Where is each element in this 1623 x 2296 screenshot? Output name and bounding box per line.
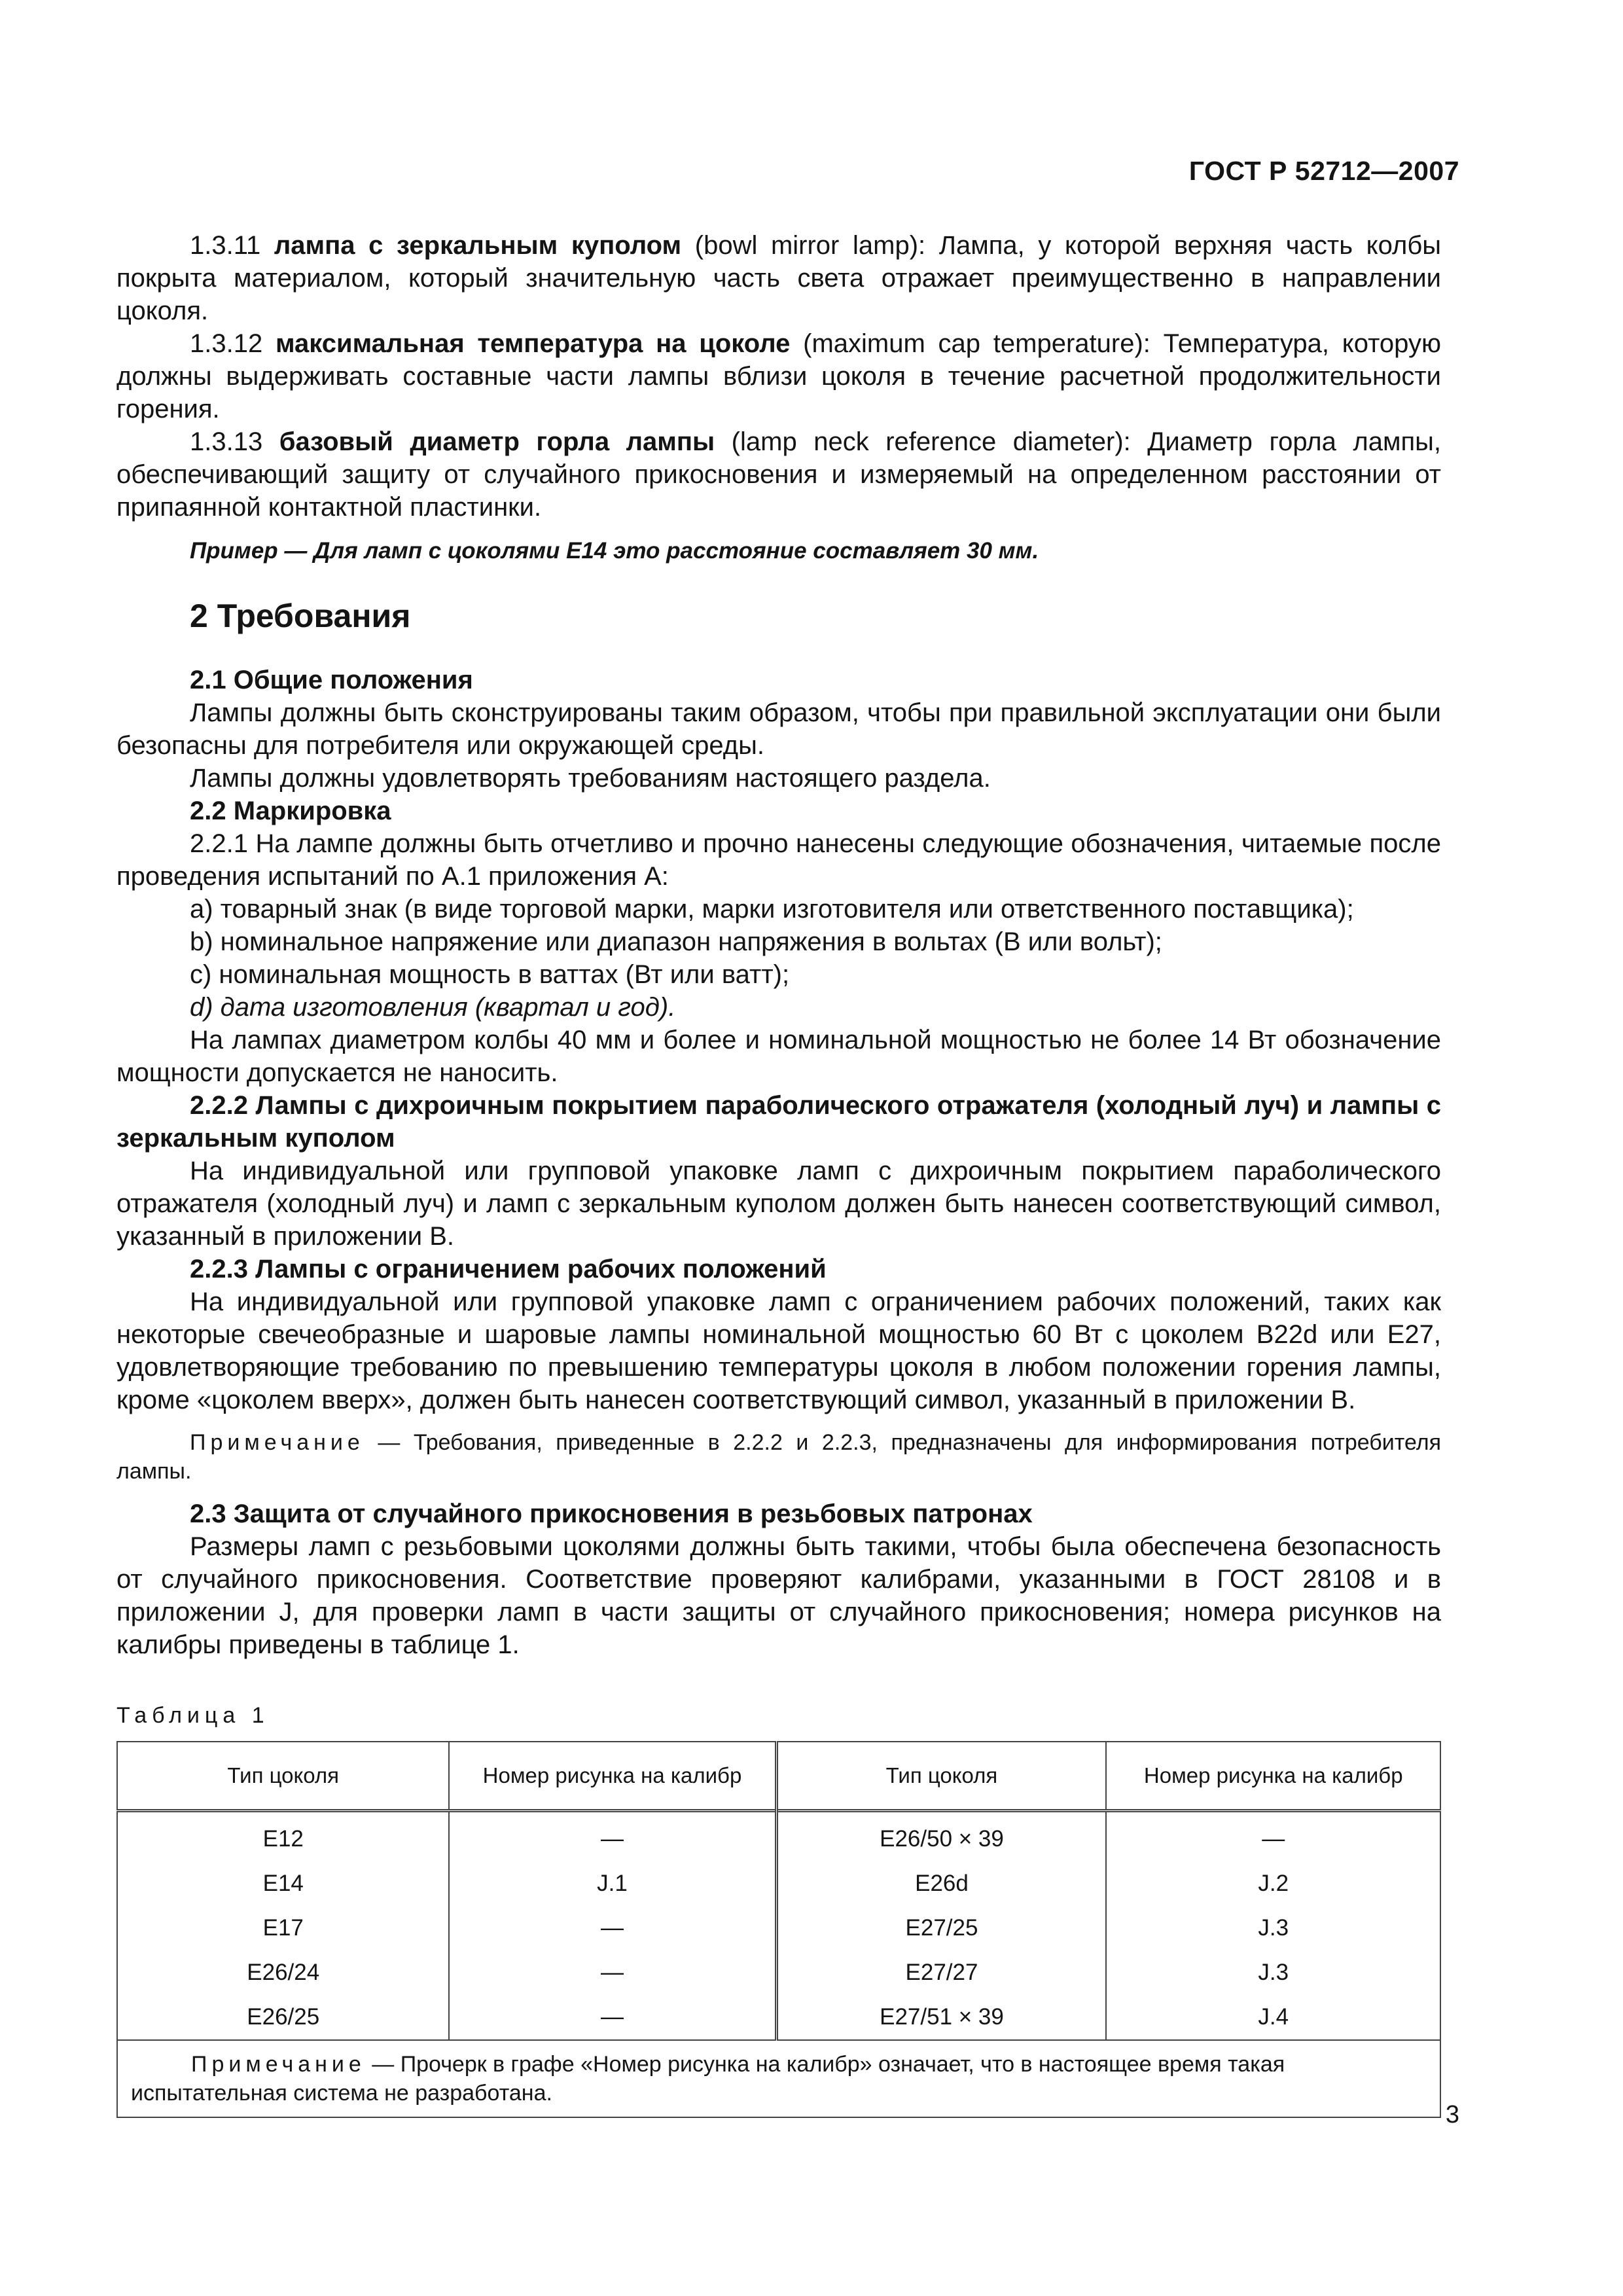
page-body bbox=[116, 229, 1441, 2118]
term-1-3-13 bbox=[116, 425, 1441, 524]
table-cell: Е12 bbox=[117, 1811, 449, 1862]
term-definition: (bowl mirror lamp): Лампа, у которой верхняя часть колбы покрыта материалом, который значительную часть света отражает преимущественно в направлении цоколя. bbox=[116, 231, 1441, 325]
table-header-cell: Тип цоколя bbox=[117, 1742, 449, 1811]
table-header-cell: Тип цоколя bbox=[776, 1742, 1106, 1811]
table-cell: — bbox=[449, 1995, 776, 2040]
table-header-cell: Номер рисунка на калибр bbox=[449, 1742, 776, 1811]
table-cell: Е27/25 bbox=[776, 1906, 1106, 1950]
table-cell: J.4 bbox=[1106, 1995, 1440, 2040]
document-code-header: ГОСТ Р 52712—2007 bbox=[1188, 156, 1459, 186]
term-name: максимальная температура на цоколе bbox=[275, 329, 791, 358]
section-2-2-note bbox=[116, 1428, 1441, 1486]
table-cell: J.3 bbox=[1106, 1950, 1440, 1995]
table-header-cell: Номер рисунка на калибр bbox=[1106, 1742, 1440, 1811]
note-text: — Прочерк в графе «Номер рисунка на калибр» означает, что в настоящее время такая испытательная система не разработана. bbox=[131, 2052, 1285, 2106]
table-row bbox=[117, 1950, 1440, 1995]
term-number: 1.3.13 bbox=[190, 427, 263, 456]
table-1-title: Таблица 1 bbox=[116, 1703, 270, 1728]
table-cell: — bbox=[449, 1811, 776, 1862]
term-number: 1.3.12 bbox=[190, 329, 263, 358]
section-2-2-3-paragraph: На индивидуальной или групповой упаковке ламп с ограничением рабочих положений, таких как некоторые свечеобразные и шаровые лампы номинальной мощностью 60 Вт с цоколем В22d или Е27, удовлетворяющие требованию по превышению температуры цоколя в любом положении горения лампы, кроме «цоколем вверх», должен быть нанесен соответствующий символ, указанный в приложении В. bbox=[116, 1287, 1441, 1414]
section-2-2-2-paragraph: На индивидуальной или групповой упаковке ламп с дихроичным покрытием параболического отражателя (холодный луч) и ламп с зеркальным куполом должен быть нанесен соответствующий символ, указанный в приложении В. bbox=[116, 1157, 1441, 1251]
section-2-3-title: 2.3 Защита от случайного прикосновения в резьбовых патронах bbox=[190, 1499, 1033, 1528]
table-row bbox=[117, 1906, 1440, 1950]
table-row bbox=[117, 1995, 1440, 2040]
table-cell: Е27/27 bbox=[776, 1950, 1106, 1995]
section-2-1-paragraph-2: Лампы должны удовлетворять требованиям настоящего раздела. bbox=[190, 764, 991, 793]
page-number: 3 bbox=[1445, 2101, 1459, 2128]
table-cell: — bbox=[449, 1950, 776, 1995]
example-note: Пример — Для ламп с цоколями Е14 это расстояние составляет 30 мм. bbox=[190, 538, 1039, 564]
table-cell: Е26/50 × 39 bbox=[776, 1811, 1106, 1862]
section-2-1-paragraph-1: Лампы должны быть сконструированы таким образом, чтобы при правильной эксплуатации они были безопасны для потребителя или окружающей среды. bbox=[116, 698, 1441, 760]
list-item-b: b) номинальное напряжение или диапазон напряжения в вольтах (В или вольт); bbox=[190, 927, 1162, 956]
list-item-d: d) дата изготовления (квартал и год). bbox=[190, 993, 676, 1022]
section-2-2-title: 2.2 Маркировка bbox=[190, 797, 391, 825]
table-cell: Е17 bbox=[117, 1906, 449, 1950]
note-text: — Требования, приведенные в 2.2.2 и 2.2.3, предназначены для информирования потребителя лампы. bbox=[116, 1430, 1441, 1484]
note-label: Примечание bbox=[190, 1430, 365, 1455]
term-definition: (maximum cap temperature): Температура, которую должны выдерживать составные части лампы вблизи цоколя в течение расчетной продолжительности горения. bbox=[116, 329, 1441, 423]
section-2-2-1-paragraph: 2.2.1 На лампе должны быть отчетливо и прочно нанесены следующие обозначения, читаемые после проведения испытаний по А.1 приложения А: bbox=[116, 829, 1441, 891]
section-2-2-1-paragraph-2: На лампах диаметром колбы 40 мм и более и номинальной мощностью не более 14 Вт обозначение мощности допускается не наносить. bbox=[116, 1026, 1441, 1087]
table-cell: Е26/25 bbox=[117, 1995, 449, 2040]
section-2-3-paragraph: Размеры ламп с резьбовыми цоколями должны быть такими, чтобы была обеспечена безопасность от случайного прикосновения. Соответствие проверяют калибрами, указанными в ГОСТ 28108 и в приложении J, для проверки ламп в части защиты от случайного прикосновения; номера рисунков на калибры приведены в таблице 1. bbox=[116, 1532, 1441, 1659]
section-2-1-title: 2.1 Общие положения bbox=[190, 666, 473, 694]
note-label: Примечание bbox=[191, 2052, 366, 2077]
table-header-row bbox=[117, 1742, 1440, 1811]
section-2-title: 2 Требования bbox=[190, 598, 411, 634]
table-cell: J.3 bbox=[1106, 1906, 1440, 1950]
term-definition: (lamp neck reference diameter): Диаметр горла лампы, обеспечивающий защиту от случайного прикосновения и измеряемый на определенном расстоянии от припаянной контактной пластинки. bbox=[116, 427, 1441, 522]
table-row bbox=[117, 1861, 1440, 1906]
table-cell: Е26d bbox=[776, 1861, 1106, 1906]
section-2-2-2-title: 2.2.2 Лампы с дихроичным покрытием параболического отражателя (холодный луч) и лампы с зеркальным куполом bbox=[116, 1091, 1441, 1153]
term-1-3-11 bbox=[116, 229, 1441, 327]
list-item-c: c) номинальная мощность в ваттах (Вт или ватт); bbox=[190, 960, 790, 989]
table-note bbox=[117, 2040, 1440, 2117]
table-cell: — bbox=[449, 1906, 776, 1950]
table-cell: J.1 bbox=[449, 1861, 776, 1906]
term-number: 1.3.11 bbox=[190, 231, 261, 260]
term-name: базовый диаметр горла лампы bbox=[279, 427, 715, 456]
table-note-row bbox=[117, 2040, 1440, 2117]
table-cell: J.2 bbox=[1106, 1861, 1440, 1906]
table-cell: — bbox=[1106, 1811, 1440, 1862]
table-cell: Е27/51 × 39 bbox=[776, 1995, 1106, 2040]
table-1 bbox=[116, 1741, 1441, 2118]
table-row bbox=[117, 1811, 1440, 1862]
term-name: лампа с зеркальным куполом bbox=[274, 231, 682, 260]
list-item-a: a) товарный знак (в виде торговой марки, марки изготовителя или ответственного поставщика); bbox=[190, 895, 1354, 924]
term-1-3-12 bbox=[116, 327, 1441, 425]
table-cell: Е26/24 bbox=[117, 1950, 449, 1995]
table-cell: Е14 bbox=[117, 1861, 449, 1906]
section-2-2-3-title: 2.2.3 Лампы с ограничением рабочих положений bbox=[190, 1255, 827, 1283]
